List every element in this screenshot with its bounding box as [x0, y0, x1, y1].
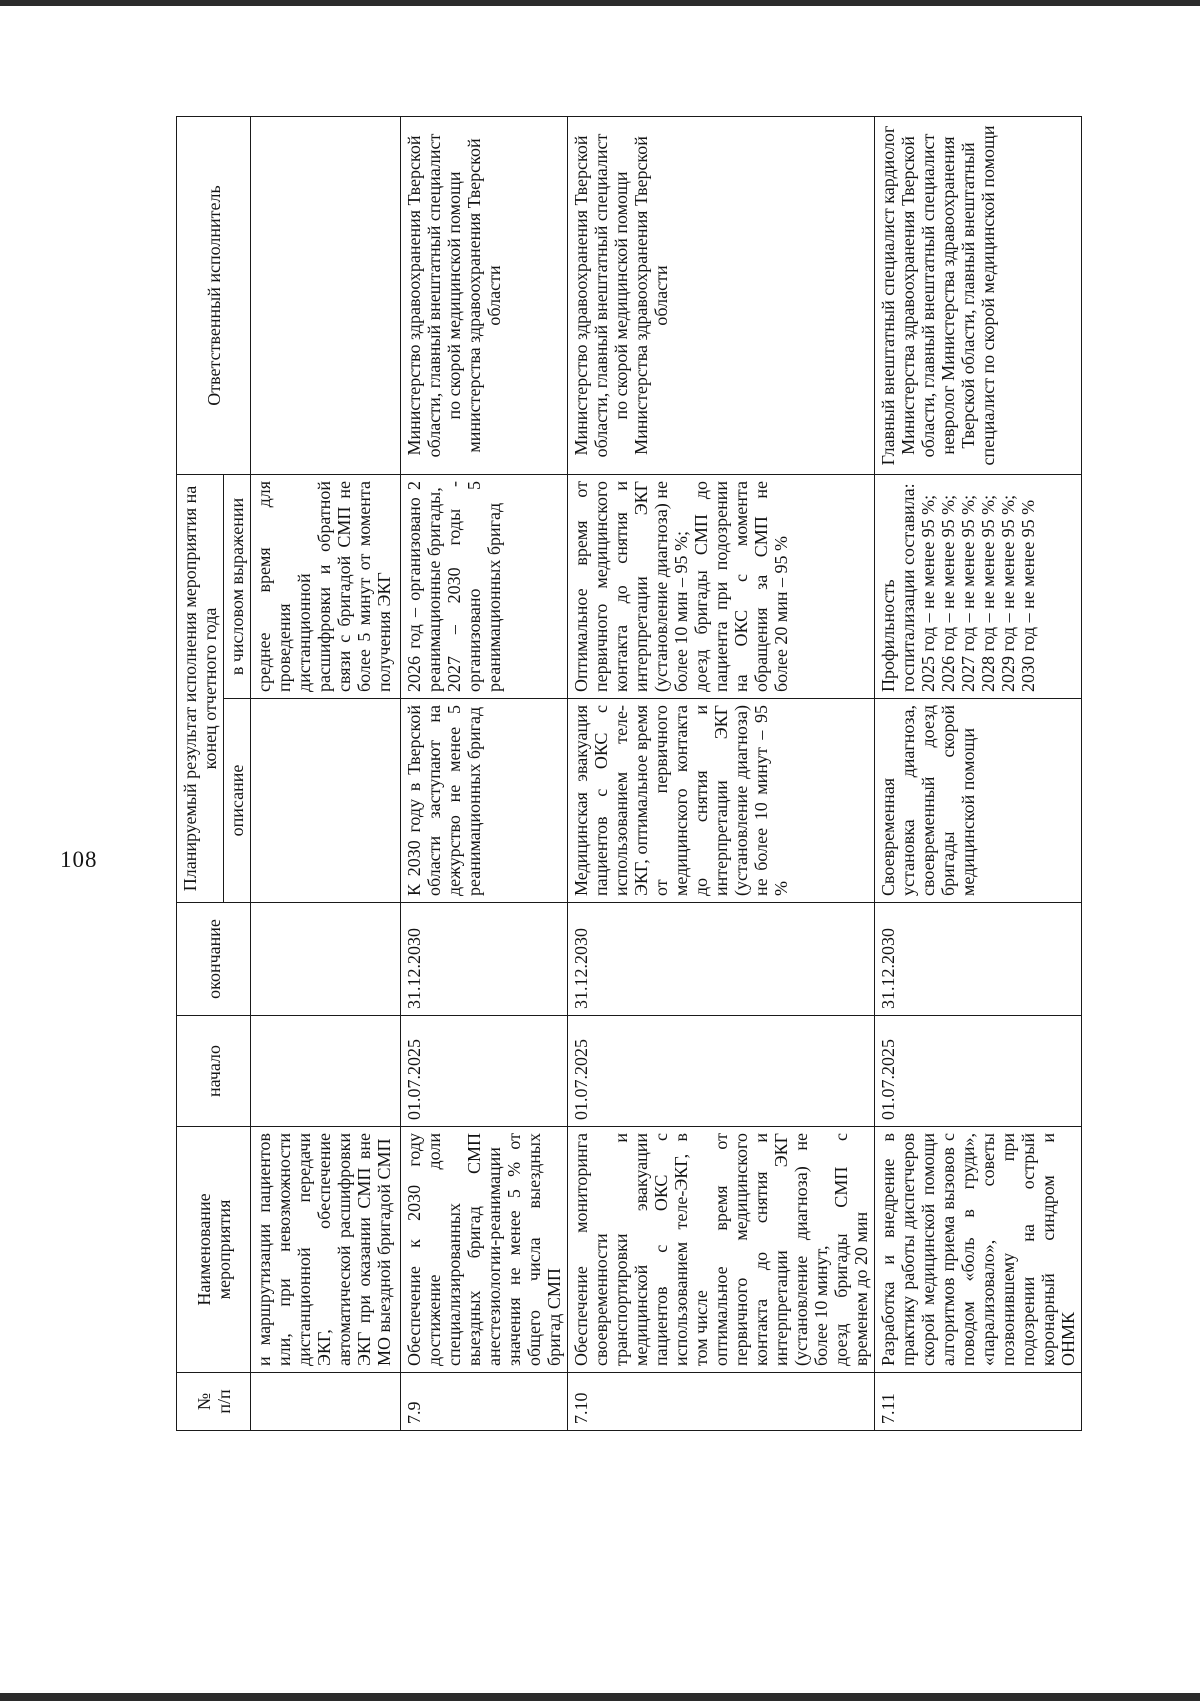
row-description: Своевременная установка диагноза, своевременный доезд бригады скорой медицинской помощи — [875, 699, 1082, 903]
row-executor: Министерство здравоохранения Тверской области, главный внештатный специалист по скорой медицинской помощи Министерства здравоохранения Тверской области — [568, 117, 875, 475]
header-start: начало — [177, 1016, 251, 1127]
action-plan-table — [176, 116, 1082, 1431]
header-description: описание — [224, 699, 251, 903]
row-end: 31.12.2030 — [401, 903, 568, 1016]
row-numeric: Профильность госпитализации составила: 2025 год – не менее 95 %; 2026 год – не менее 95 %; 2027 год – не менее 95 %; 2028 год – не менее 95 %; 2029 год – не менее 95 %; 2030 год – не менее 95 % — [875, 475, 1082, 699]
scan-edge-bottom — [0, 1693, 1200, 1701]
row-description — [251, 699, 401, 903]
page-number: 108 — [60, 847, 98, 872]
header-name: Наименование мероприятия — [177, 1127, 251, 1373]
row-numeric: среднее время для проведения дистанционной расшифровки и обратной связи с бригадой СМП не более 5 минут от момента получения ЭКГ — [251, 475, 401, 699]
row-end: 31.12.2030 — [875, 903, 1082, 1016]
table-row — [875, 117, 1082, 1431]
row-start: 01.07.2025 — [401, 1016, 568, 1127]
row-executor: Министерство здравоохранения Тверской области, главный внештатный специалист по скорой медицинской помощи министерства здравоохранения Тверской области — [401, 117, 568, 475]
rotated-table-sheet — [176, 117, 1078, 1431]
header-num: № п/п — [177, 1373, 251, 1431]
row-end: 31.12.2030 — [568, 903, 875, 1016]
row-name: Обеспечение к 2030 году достижение доли специализированных выездных бригад СМП анестезиологии-реанимации значения не менее 5 % от общего числа выездных бригад СМП — [401, 1127, 568, 1373]
row-numeric: 2026 год – организовано 2 реанимационные бригады, 2027 – 2030 годы - организовано 5 реанимационных бригад — [401, 475, 568, 699]
row-executor: Главный внештатный специалист кардиолог Министерства здравоохранения Тверской области, главный внештатный специалист невролог Министерства здравоохранения Тверской области, главный внештатный специалист по скорой медицинской помощи — [875, 117, 1082, 475]
row-description: К 2030 году в Тверской области заступают на дежурство не менее 5 реанимационных бригад — [401, 699, 568, 903]
header-row-1 — [177, 117, 224, 1431]
row-num: 7.11 — [875, 1373, 1082, 1431]
scan-edge-top — [0, 0, 1200, 6]
header-executor: Ответственный исполнитель — [177, 117, 251, 475]
row-name: Обеспечение мониторинга своевременности транспортировки и медицинской эвакуации пациентов с ОКС с использованием теле-ЭКГ, в том числе оптимальное время от первичного медицинского контакта до снятия и интерпретации ЭКГ (установление диагноза) не более 10 минут, доезд бригады СМП с временем до 20 мин — [568, 1127, 875, 1373]
row-name: Разработка и внедрение в практику работы диспетчеров скорой медицинской помощи алгоритмов приема вызовов с поводом «боль в груди», «парализовало», советы позвонившему при подозрении на острый коронарный синдром и ОНМК — [875, 1127, 1082, 1373]
row-description: Медицинская эвакуация пациентов с ОКС с использованием теле-ЭКГ, оптимальное время от первичного медицинского контакта до снятия и интерпретации ЭКГ (установление диагноза) не более 10 минут – 95 % — [568, 699, 875, 903]
row-start: 01.07.2025 — [568, 1016, 875, 1127]
table-row — [568, 117, 875, 1431]
header-result: Планируемый результат исполнения мероприятия на конец отчетного года — [177, 475, 224, 903]
row-num: 7.10 — [568, 1373, 875, 1431]
header-numeric: в числовом выражении — [224, 475, 251, 699]
row-start: 01.07.2025 — [875, 1016, 1082, 1127]
row-num: 7.9 — [401, 1373, 568, 1431]
row-numeric: Оптимальное время от первичного медицинского контакта до снятия и интерпретации ЭКГ (установление диагноза) не более 10 мин – 95 %; доезд бригады СМП до пациента при подозрении на ОКС с момента обращения за СМП не более 20 мин – 95 % — [568, 475, 875, 699]
table-row — [251, 117, 401, 1431]
row-num — [251, 1373, 401, 1431]
header-end: окончание — [177, 903, 251, 1016]
row-executor — [251, 117, 401, 475]
row-name: и маршрутизации пациентов или, при невозможности дистанционной передачи ЭКГ, обеспечение автоматической расшифровки ЭКГ при оказании СМП вне МО выездной бригадой СМП — [251, 1127, 401, 1373]
table-row — [401, 117, 568, 1431]
row-end — [251, 903, 401, 1016]
row-start — [251, 1016, 401, 1127]
